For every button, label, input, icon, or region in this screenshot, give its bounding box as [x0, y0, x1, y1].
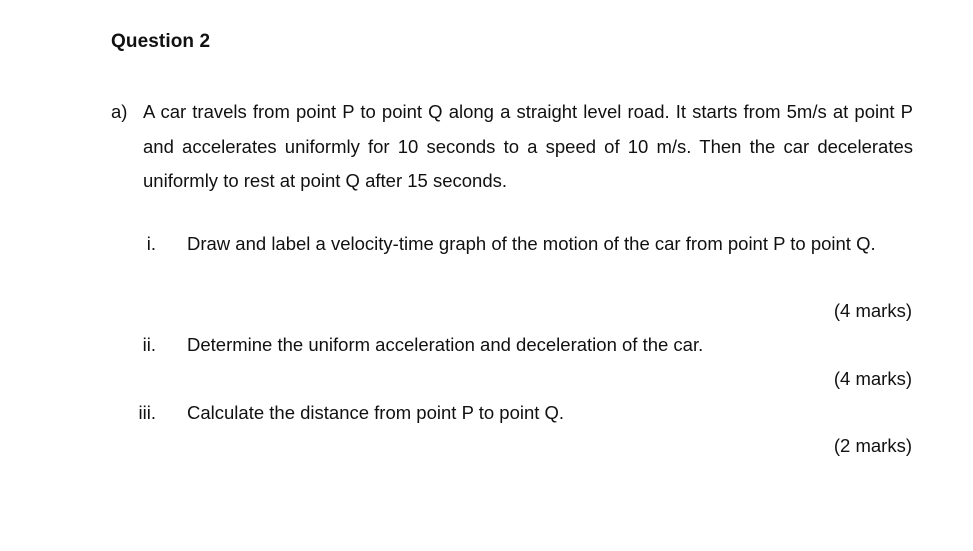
- subpart-ii: [130, 328, 913, 363]
- subpart-i-number: i.: [146, 233, 156, 254]
- part-a-text: A car travels from point P to point Q along a straight level road. It starts from 5m/s at point P and accelerates uniformly for 10 seconds to a speed of 10 m/s. Then the car decelerates uniformly to rest at point Q after 15 seconds.: [143, 101, 913, 191]
- subpart-iii-number: iii.: [138, 402, 156, 423]
- subpart-iii: [130, 396, 913, 431]
- subpart-i: [130, 227, 913, 262]
- subpart-iii-text: Calculate the distance from point P to point Q.: [187, 402, 565, 423]
- subpart-ii-marks: (4 marks): [833, 368, 912, 389]
- subpart-i-text: Draw and label a velocity-time graph of the motion of the car from point P to point Q.: [187, 233, 876, 254]
- subpart-ii-text: Determine the uniform acceleration and deceleration of the car.: [187, 334, 704, 355]
- question-title: Question 2: [111, 31, 211, 52]
- part-a-label: a): [111, 101, 128, 122]
- subpart-i-marks: (4 marks): [833, 300, 912, 321]
- subpart-iii-marks: (2 marks): [833, 435, 912, 456]
- subpart-ii-number: ii.: [142, 334, 156, 355]
- part-a: [111, 95, 913, 199]
